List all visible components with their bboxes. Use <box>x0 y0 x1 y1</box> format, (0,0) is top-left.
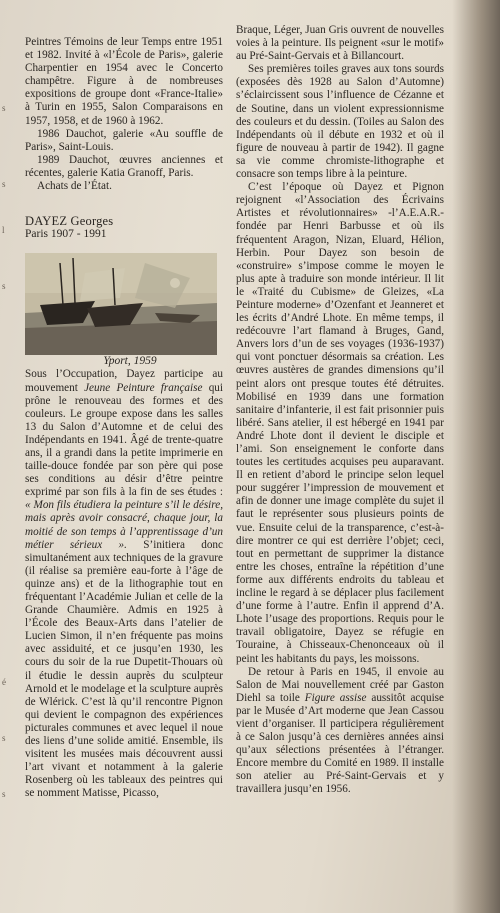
bio-text-2: qui prône le renouveau des formes et des couleurs. Le groupe expose dans les salles 13 du Salon d’Automne et de celui des Indépendants en 1941. Âgé de trente-quatre ans, il a grandi dans la petite imprimerie en taille-douce fondée par son père qui pose ses conditions au désir d’être peintre exprimé par son fils à la fin de ses études : <box>25 381 224 499</box>
previous-page-margin <box>2 60 12 910</box>
painting-yport-illustration <box>25 253 217 355</box>
margin-mark: s <box>2 281 6 291</box>
bio-movement-title: Jeune Peinture française <box>84 381 203 394</box>
page-edge-shadow <box>452 0 500 913</box>
right-last-text-1: De retour à Paris en 1945, il envoie au Salon de Mai nouvellement créé par Gaston Diehl sa toile <box>236 665 444 704</box>
margin-mark: s <box>2 103 6 113</box>
artist-name: DAYEZ Georges <box>25 214 114 229</box>
biography-paragraph <box>25 368 223 800</box>
paragraph-1989: 1989 Dauchot, œuvres anciennes et récentes, galerie Katia Granoff, Paris. <box>25 153 223 179</box>
right-column <box>236 24 444 797</box>
margin-mark: l <box>2 225 5 235</box>
figure-assise-title: Figure assise <box>304 691 367 704</box>
margin-mark: s <box>2 733 6 743</box>
margin-mark: s <box>2 789 6 799</box>
right-paragraph-4 <box>236 666 444 797</box>
painting-caption: Yport, 1959 <box>103 355 157 368</box>
artist-heading <box>25 215 223 241</box>
bio-text-1: Sous l’Occupation, Dayez participe au mouvement <box>25 368 223 394</box>
right-last-text-2: aussitôt acquise par le Musée d’Art moderne que Jean Cassou vient d’organiser. Il participera régulièrement à ce Salon jusqu’à ces dernières années ainsi qu’aux sélections présentées à l’étranger. Encore membre du Comité en 1989. Il installe son atelier au Pré-Saint-Gervais et y travaillera jusqu’en 1956. <box>236 691 444 796</box>
paragraph-1986: 1986 Dauchot, galerie «Au souffle de Paris», Saint-Louis. <box>25 127 223 153</box>
artist-dates: Paris 1907 - 1991 <box>25 228 107 241</box>
left-column <box>25 36 223 801</box>
exhibitions-paragraph: Peintres Témoins de leur Temps entre 1951 et 1982. Invité à «l’École de Paris», galerie Charpentier en 1954 avec le Concerto champêtre. Figure à de nombreuses expositions de groupe dont «France-Italie» à Turin en 1955, Salon Comparaisons en 1957, 1958, et de 1960 à 1962. <box>25 36 223 127</box>
right-paragraph-1: Braque, Léger, Juan Gris ouvrent de nouvelles voies à la peinture. Ils peignent «sur le motif» au Pré-Saint-Gervais et à Billancourt. <box>236 24 444 63</box>
painting-image <box>25 253 217 355</box>
margin-mark: s <box>2 179 6 189</box>
paragraph-achats: Achats de l’État. <box>37 180 112 193</box>
bio-father-quote: « Mon fils étudiera la peinture s’il le désire, mais après avoir consacré, chaque jour, la moitié de son temps à l’apprentissage d’un métier sérieux ». <box>25 499 223 551</box>
right-paragraph-2: Ses premières toiles graves aux tons sourds (exposées dès 1928 au Salon d’Automne) s’éclaircissent sous l’influence de Cézanne et de Soutine, dans un violent expressionnisme des couleurs et du dessin. (Toiles au Salon des Indépendants où il débute en 1932 et où il figure de nouveau à partir de 1942). Il gagne sa vie comme chromiste-lithographe et consacre son temps libre à la peinture. <box>236 63 444 181</box>
right-paragraph-3: C’est l’époque où Dayez et Pignon rejoignent «l’Association des Écrivains Artistes et révolutionnaires» -l’A.E.A.R.- fondée par Henri Barbusse et où ils fréquentent Aragon, Nizan, Eluard, Hélion, Herbin. Pour Dayez son besoin de «construire» s’impose comme le moyen le plus apte à traduire son monde intérieur. Il lit le «Traité du Cubisme» de Gleizes, «La Peinture moderne» d’Ozenfant et Jeanneret et les écrits d’André Lhote. En même temps, il redécouvre l’art flamand à Bruges, Gand, Anvers lors d’un de ses voyages (1936-1937) qui vont ponctuer désormais sa création. Les œuvres austères de grandes dimensions qu’il peint alors ont presque toutes été détruites. Mobilisé en 1939 dans une formation sanitaire d’infanterie, il est fait prisonnier puis libéré. Sans atelier, il est hébergé en 1941 par André Lhote dont il devient le disciple et l’ami. Son enseignement le conforte dans toutes les certitudes acquises peu auparavant. Il en retient d’abord le principe selon lequel pour suggérer l’impression de mouvement et afin de donner une image complète du sujet il faut le représenter sous plusieurs points de vue. Ensuite celui de la transparence, c’est-à-dire montrer ce qui est derrière l’objet; ceci, tout en permettant de supprimer la distance entre les choses, entraîne la répétition d’une forme aux différents endroits du tableau et incline le regard à se déplacer plus facilement d’une forme à l’autre. Enfin il apprend d’A. Lhote l’usage des proportions. Requis pour le travail obligatoire, Dayez se réfugie en Touraine, à Chisseaux-Chenonceaux où il peint les habitants du pays, les moissons. <box>236 181 444 665</box>
margin-mark: é <box>2 677 6 687</box>
bio-text-3: S’initiera donc simultanément aux techniques de la gravure (il réalise sa première eau-forte à l’âge de quinze ans) et de la lithographie tout en fréquentant l’Académie Julian et celle de la Grande Chaumière. Admis en 1925 à l’École des Beaux-Arts dans l’atelier de Lucien Simon, il n’en fréquente pas moins avec assiduité, et ce jusqu’en 1930, les cours du soir de la rue Dupetit-Thouars où il étudie le dessin auprès du sculpteur Arnold et le modelage et la sculpture auprès de Wlérick. C’est là qu’il rencontre Pignon qui devient le compagnon des expériences picturales communes et avec lequel il noue des liens d’une solide amitié. Ensemble, ils visitent les musées mais découvrent aussi l’art vivant et notamment à la galerie Rosenberg où les tableaux des peintres qui se nomment Matisse, Picasso, <box>25 538 223 800</box>
